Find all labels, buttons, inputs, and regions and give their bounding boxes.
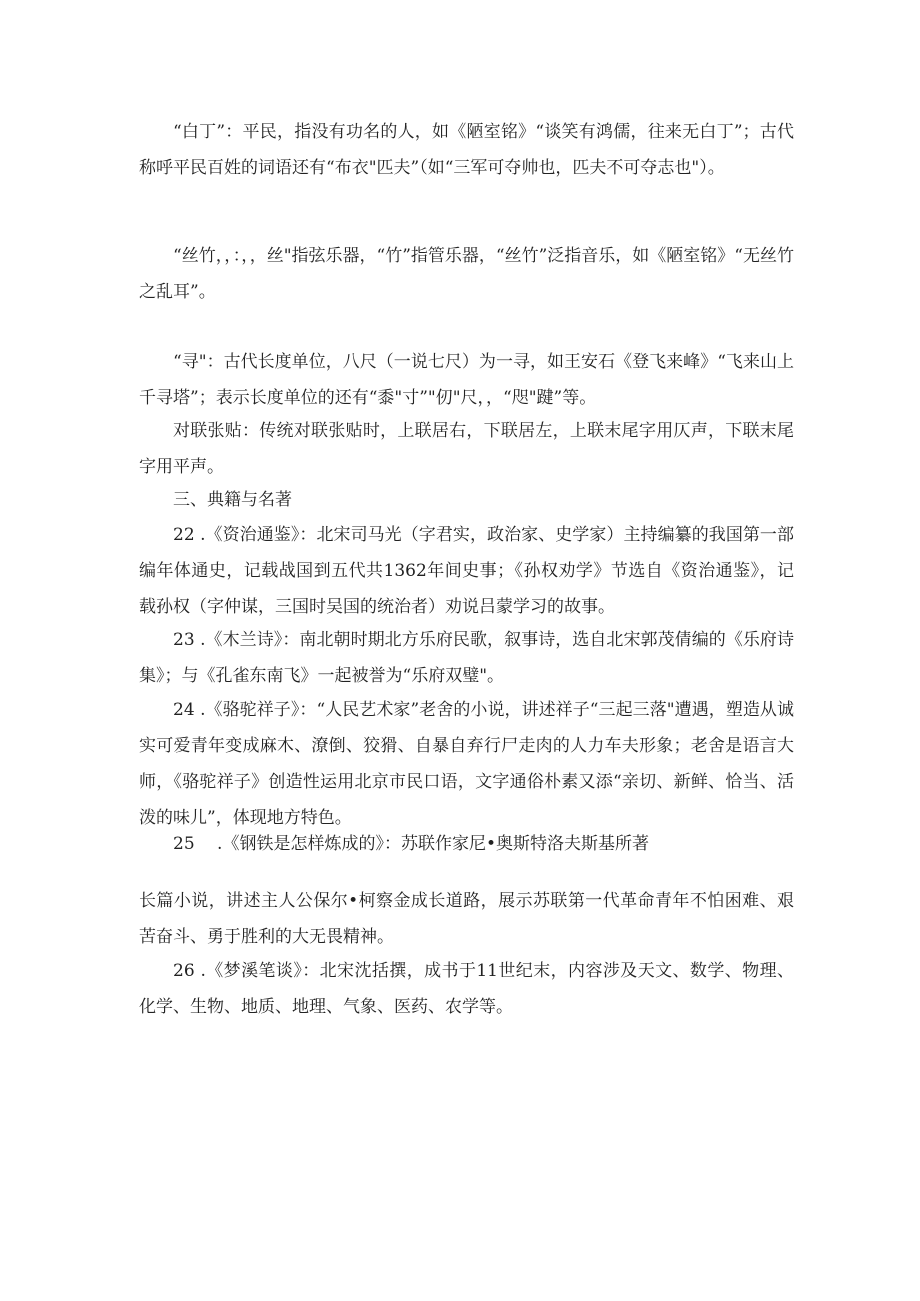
paragraph-item-24: 24 .《骆驼祥子》：“人民艺术家”老舍的小说，讲述祥子“三起三落"遭遇，塑造从诚实可爱青年变成麻木、潦倒、狡猾、自暴自弃行尸走肉的人力车夫形象；老舍是语言大师，《骆驼祥子》创造性运用北京市民口语，文字通俗朴素又添“亲切、新鲜、恰当、活泼的味儿”，体现地方特色。: [139, 700, 794, 828]
paragraph-xun: “寻"：古代长度单位，八尺（一说七尺）为一寻，如王安石《登飞来峰》“飞来山上千寻塔”；表示长度单位的还有“黍"寸”"仞"尺，，“咫"踺”等。: [139, 352, 794, 408]
section-heading-classics: 三、典籍与名著: [173, 490, 292, 510]
paragraph-item-23: 23 .《木兰诗》：南北朝时期北方乐府民歌，叙事诗，选自北宋郭茂倩编的《乐府诗集》；与《孔雀东南飞》一起被誉为“乐府双璧"。: [139, 630, 794, 686]
paragraph-baiding: “白丁”：平民，指没有功名的人，如《陋室铭》“谈笑有鸿儒，往来无白丁”；古代称呼平民百姓的词语还有“布衣"匹夫”（如“三军可夺帅也，匹夫不可夺志也"）。: [139, 122, 794, 178]
paragraph-item-25: 25 .《钢铁是怎样炼成的》：苏联作家尼•奥斯特洛夫斯基所著: [173, 834, 649, 854]
paragraph-item-22: 22 .《资治通鉴》：北宋司马光（字君实，政治家、史学家）主持编纂的我国第一部编年体通史，记载战国到五代共1362年间史事；《孙权劝学》节选自《资治通鉴》，记载孙权（字仲谋，三国时吴国的统治者）劝说吕蒙学习的故事。: [139, 525, 794, 617]
paragraph-item-26: 26 .《梦溪笔谈》：北宋沈括撰，成书于11世纪末，内容涉及天文、数学、物理、化学、生物、地质、地理、气象、医药、农学等。: [139, 961, 794, 1017]
paragraph-duilian: 对联张贴：传统对联张贴时，上联居右，下联居左，上联末尾字用仄声，下联末尾字用平声。: [139, 421, 794, 477]
paragraph-item-25-continued: 长篇小说，讲述主人公保尔•柯察金成长道路，展示苏联第一代革命青年不怕困难、艰苦奋斗、勇于胜利的大无畏精神。: [139, 891, 794, 947]
paragraph-sizhu: “丝竹，，：，，丝"指弦乐器，“竹”指管乐器，“丝竹”泛指音乐，如《陋室铭》“无丝竹之乱耳”。: [139, 246, 794, 302]
